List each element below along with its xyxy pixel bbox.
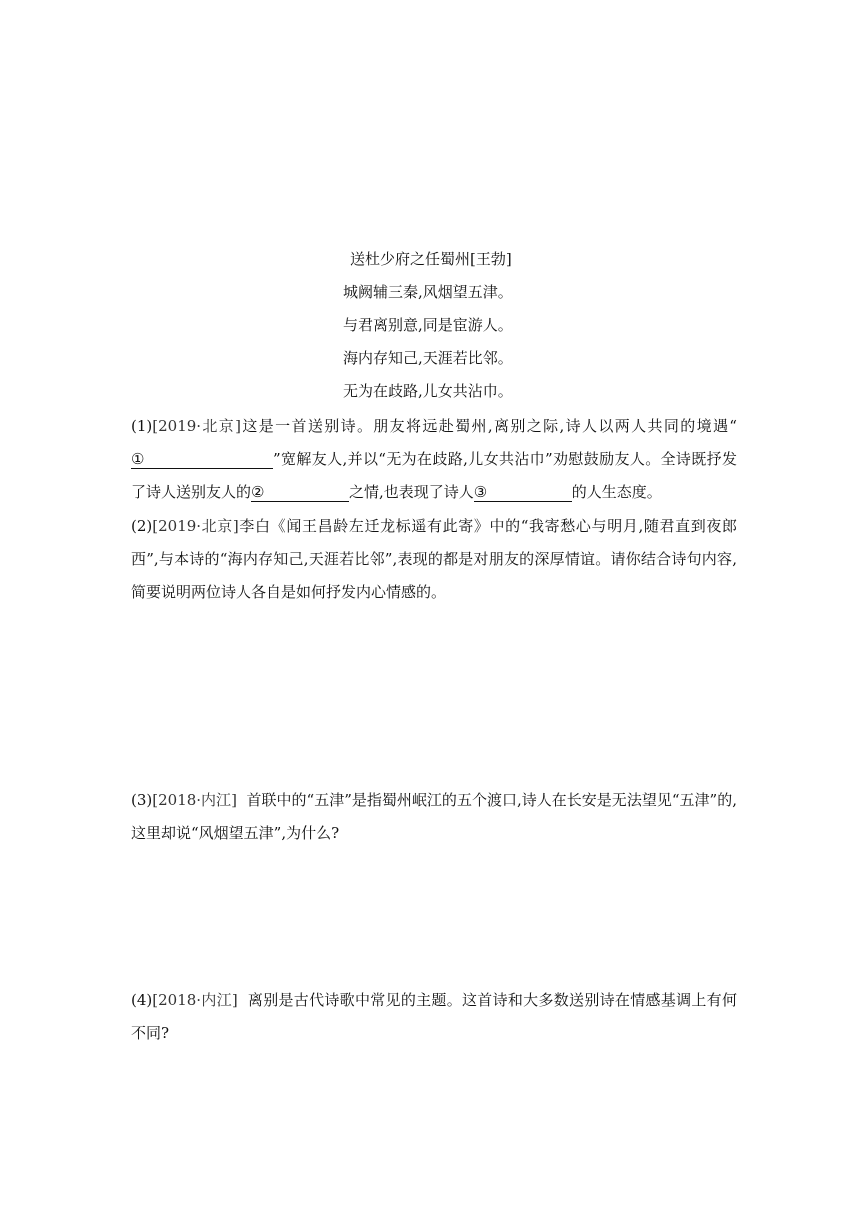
- poem: [343, 243, 513, 408]
- question-1-text-c: 之情,也表现了诗人: [349, 483, 474, 501]
- poem-line-4: 无为在歧路,儿女共沾巾。: [343, 382, 513, 400]
- question-3-source: [2018·内江]: [152, 791, 237, 809]
- question-1-text-b: ”宽解友人,并以“无为在歧路,儿女共沾巾”劝慰鼓励友人。全诗既抒发了诗人送别友人的: [131, 450, 737, 501]
- question-4-number: (4): [131, 991, 153, 1009]
- answer-blank-2-label: ②: [251, 483, 265, 501]
- poem-line-2: 与君离别意,同是宦游人。: [343, 316, 513, 334]
- question-1-source: [2019·北京]: [152, 417, 241, 435]
- question-2: [131, 510, 737, 609]
- answer-blank-2[interactable]: [251, 483, 349, 502]
- poem-line-3: 海内存知己,天涯若比邻。: [343, 349, 513, 367]
- question-2-source: [2019·北京]: [152, 517, 239, 535]
- question-3: [131, 784, 737, 850]
- question-4-text: 离别是古代诗歌中常见的主题。这首诗和大多数送别诗在情感基调上有何不同?: [131, 991, 737, 1042]
- answer-blank-1-label: ①: [131, 450, 145, 468]
- question-1-text-d: 的人生态度。: [571, 483, 662, 501]
- question-1-text-a: 这是一首送别诗。朋友将远赴蜀州,离别之际,诗人以两人共同的境遇“: [241, 417, 737, 435]
- poem-title: 送杜少府之任蜀州[王勃]: [350, 250, 512, 268]
- question-4-source: [2018·内江]: [152, 991, 238, 1009]
- poem-line-1: 城阙辅三秦,风烟望五津。: [343, 283, 513, 301]
- answer-blank-1[interactable]: [131, 450, 273, 469]
- question-2-text: 李白《闻王昌龄左迁龙标遥有此寄》中的“我寄愁心与明月,随君直到夜郎西”,与本诗的“海内存知己,天涯若比邻”,表现的都是对朋友的深厚情谊。请你结合诗句内容,简要说明两位诗人各自是如何抒发内心情感的。: [131, 517, 737, 601]
- question-1: [131, 410, 737, 509]
- answer-blank-3[interactable]: [474, 483, 572, 502]
- answer-blank-3-label: ③: [473, 483, 488, 501]
- question-1-number: (1): [131, 417, 153, 435]
- question-2-number: (2): [131, 517, 153, 535]
- question-4: [131, 984, 737, 1050]
- question-3-number: (3): [131, 791, 153, 809]
- question-3-text: 首联中的“五津”是指蜀州岷江的五个渡口,诗人在长安是无法望见“五津”的,这里却说“风烟望五津”,为什么?: [131, 791, 737, 842]
